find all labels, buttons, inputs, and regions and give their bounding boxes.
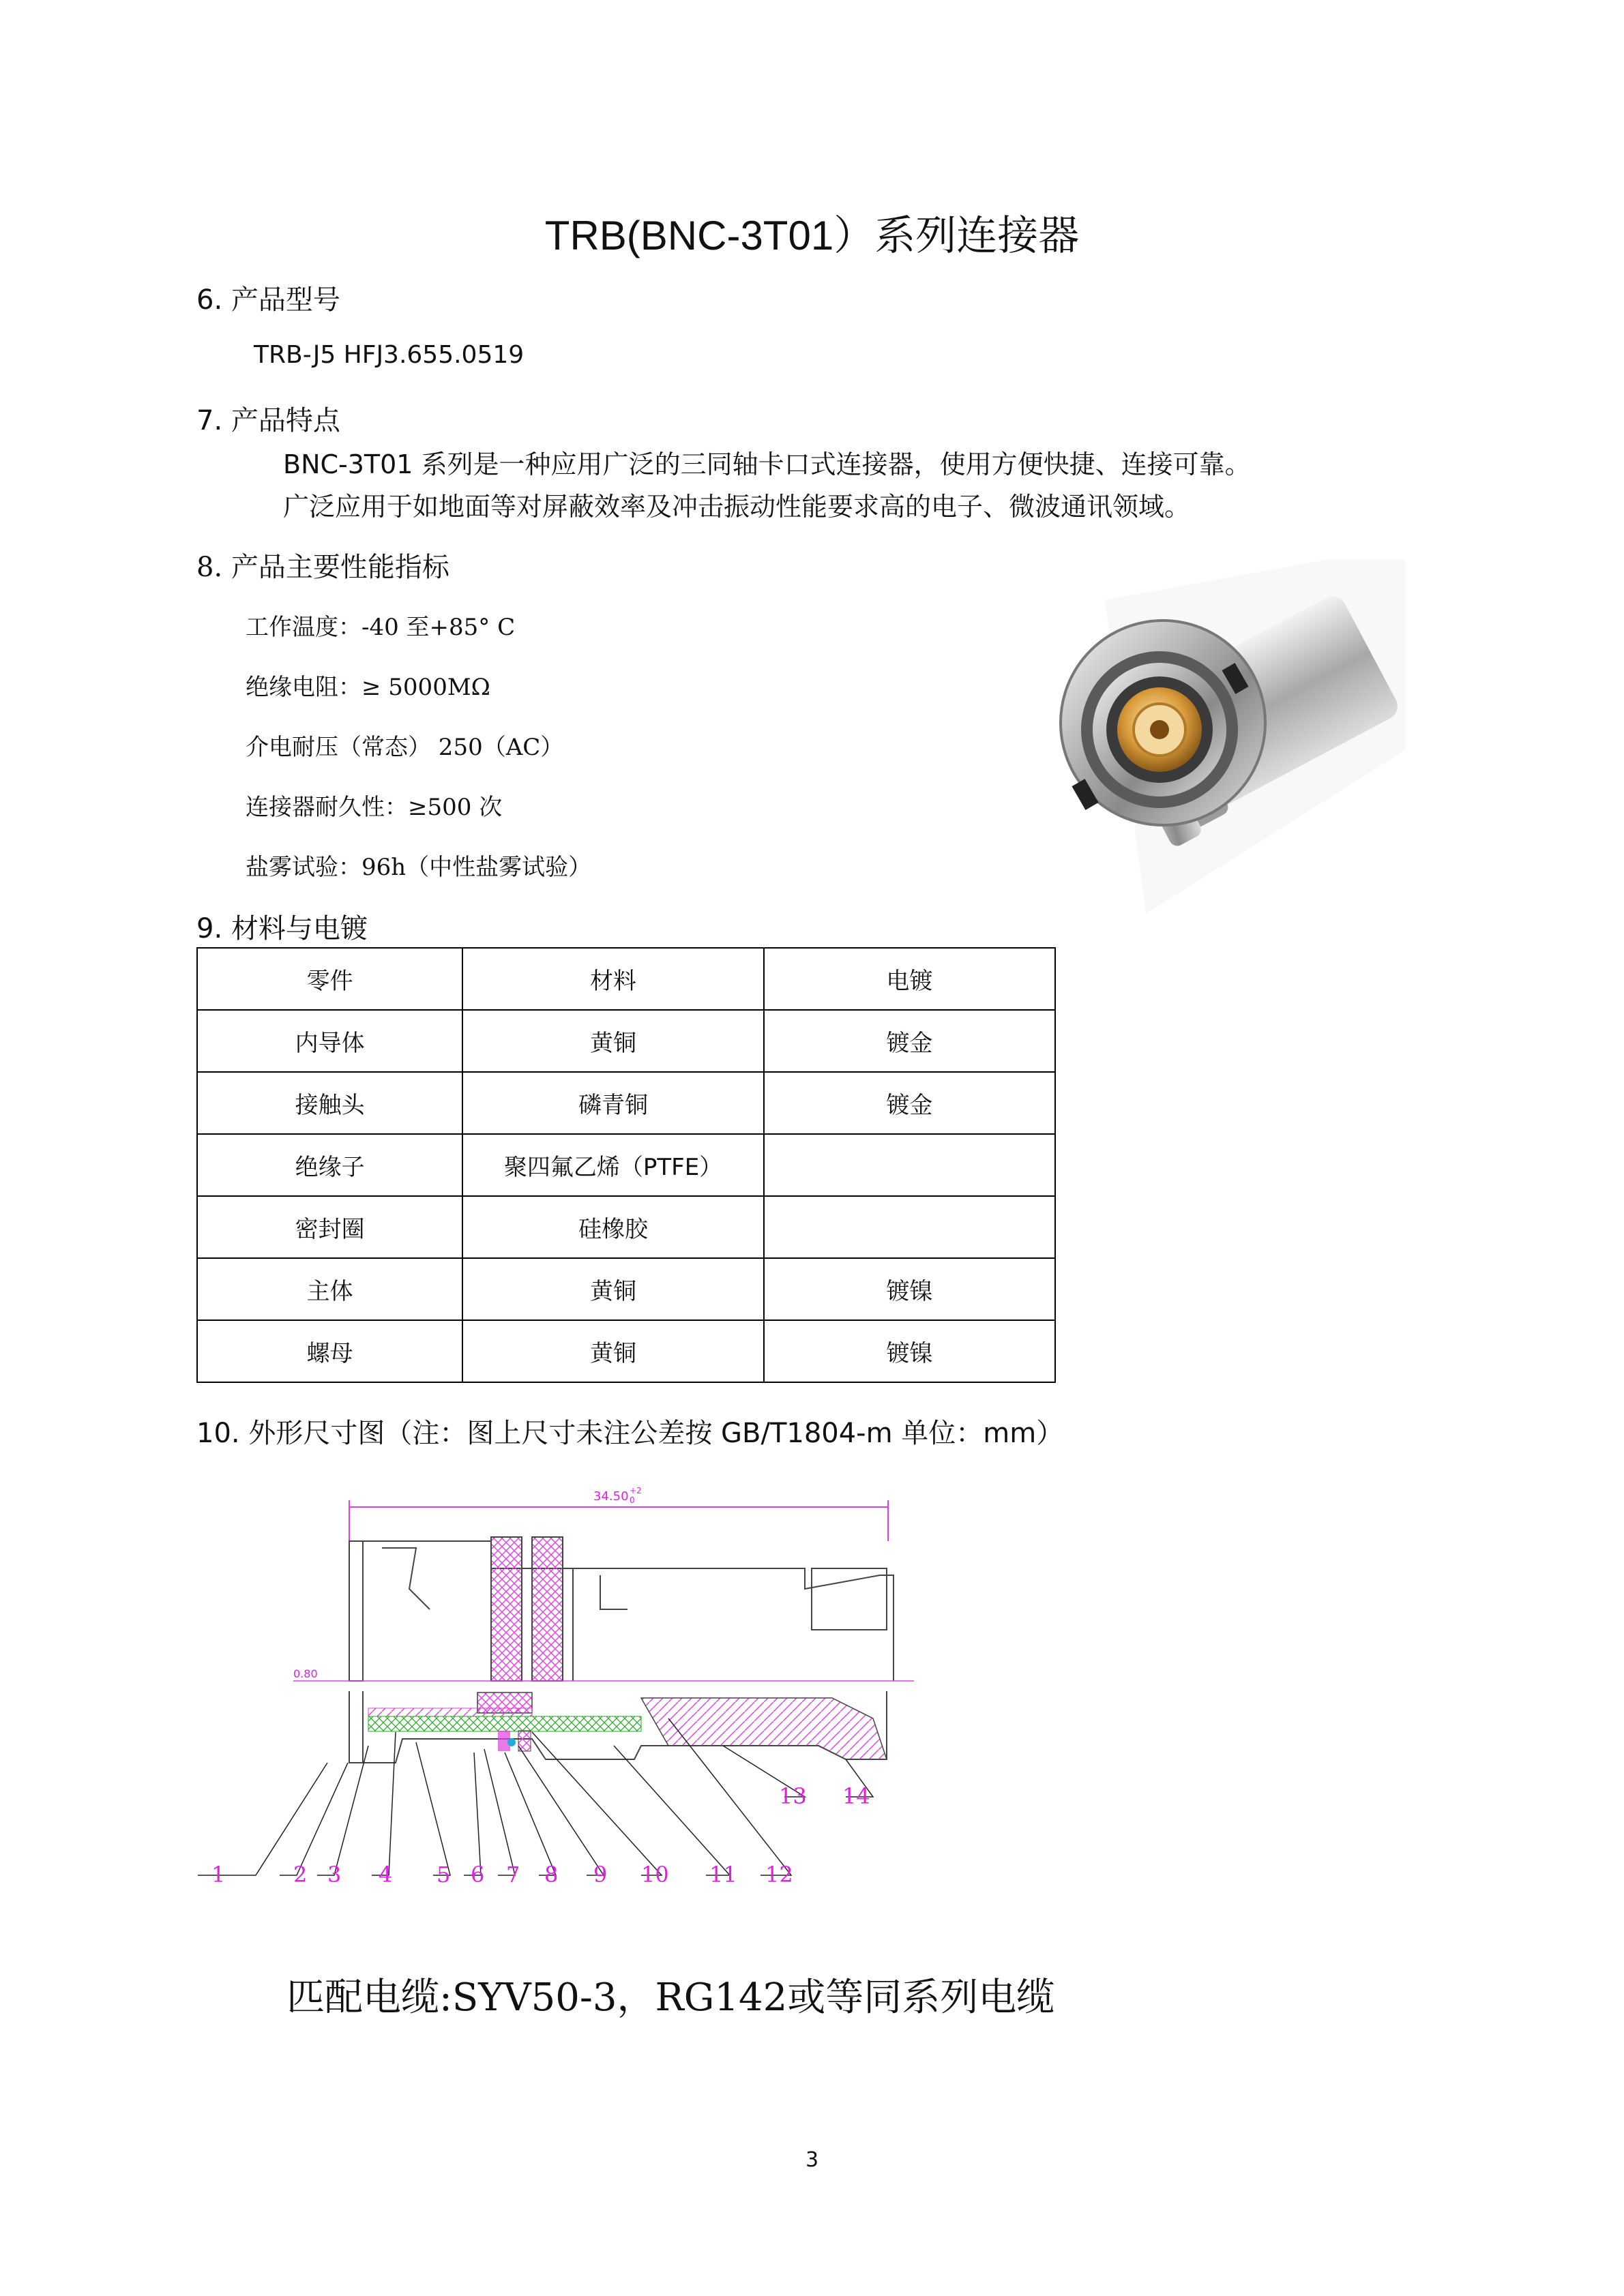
table-cell: 内导体 [197, 1010, 462, 1072]
feature-line: 广泛应用于如地面等对屏蔽效率及冲击振动性能要求高的电子、微波通讯领域。 [283, 492, 1191, 522]
callout-number: 3 [327, 1862, 342, 1888]
section-heading-materials: 9. 材料与电镀 [196, 913, 368, 944]
spec-item: 介电耐压（常态） 250（AC） [246, 734, 564, 761]
callout-number: 10 [641, 1862, 669, 1888]
table-header-row [197, 948, 1055, 1010]
table-row [197, 1258, 1055, 1320]
table-cell [764, 1196, 1055, 1258]
table-row [197, 1010, 1055, 1072]
spec-item: 盐雾试验：96h（中性盐雾试验） [246, 854, 592, 881]
feature-line: BNC-3T01 系列是一种应用广泛的三同轴卡口式连接器，使用方便快捷、连接可靠。 [283, 449, 1251, 479]
table-cell [764, 1134, 1055, 1196]
connector-photo [1023, 559, 1405, 941]
callout-number: 6 [471, 1862, 485, 1888]
offset-label: 0.80 [293, 1667, 318, 1680]
spec-item: 连接器耐久性：≥500 次 [246, 794, 503, 821]
spec-item: 工作温度：-40 至+85° C [246, 614, 516, 641]
table-row [197, 1196, 1055, 1258]
table-row [197, 1320, 1055, 1382]
table-cell: 螺母 [197, 1320, 462, 1382]
callout-number: 7 [506, 1862, 520, 1888]
section-heading-dimensions: 10. 外形尺寸图（注：图上尺寸未注公差按 GB/T1804-m 单位：mm） [196, 1418, 1064, 1449]
table-header-cell: 零件 [197, 948, 462, 1010]
table-header-cell: 电镀 [764, 948, 1055, 1010]
callout-number: 8 [544, 1862, 559, 1888]
callout-number: 12 [765, 1862, 793, 1888]
callout-number: 9 [593, 1862, 608, 1888]
dimension-drawing [191, 1473, 1078, 1896]
section-heading-features: 7. 产品特点 [196, 405, 340, 436]
callout-number: 13 [779, 1783, 807, 1809]
materials-table [196, 947, 1056, 1383]
table-cell: 绝缘子 [197, 1134, 462, 1196]
table-header-cell: 材料 [462, 948, 763, 1010]
callout-number: 4 [379, 1862, 393, 1888]
tolerance-lower: 0 [630, 1495, 635, 1505]
page-title: TRB(BNC-3T01）系列连接器 [544, 213, 1080, 258]
table-cell: 磷青铜 [462, 1072, 763, 1134]
table-cell: 接触头 [197, 1072, 462, 1134]
callout-number: 11 [709, 1862, 737, 1888]
table-cell: 硅橡胶 [462, 1196, 763, 1258]
table-cell: 镀镍 [764, 1258, 1055, 1320]
table-cell: 镀金 [764, 1010, 1055, 1072]
table-cell: 黄铜 [462, 1258, 763, 1320]
model-number: TRB-J5 HFJ3.655.0519 [254, 341, 525, 369]
table-cell: 主体 [197, 1258, 462, 1320]
spec-item: 绝缘电阻：≥ 5000MΩ [246, 674, 490, 701]
table-cell: 密封圈 [197, 1196, 462, 1258]
table-row [197, 1134, 1055, 1196]
callout-number: 5 [437, 1862, 451, 1888]
callout-number: 14 [842, 1783, 870, 1809]
section-heading-specs: 8. 产品主要性能指标 [196, 552, 449, 583]
table-cell: 镀金 [764, 1072, 1055, 1134]
tolerance-upper: +2 [630, 1486, 642, 1495]
callout-number: 1 [211, 1862, 226, 1888]
table-cell: 黄铜 [462, 1010, 763, 1072]
matching-cable: 匹配电缆:SYV50-3，RG142或等同系列电缆 [286, 1976, 1055, 2020]
callout-number: 2 [293, 1862, 308, 1888]
length-label: 34.50 [593, 1489, 629, 1504]
page-number: 3 [805, 2148, 819, 2172]
section-heading-model: 6. 产品型号 [196, 284, 340, 316]
table-cell: 聚四氟乙烯（PTFE） [462, 1134, 763, 1196]
table-cell: 黄铜 [462, 1320, 763, 1382]
table-row [197, 1072, 1055, 1134]
table-cell: 镀镍 [764, 1320, 1055, 1382]
